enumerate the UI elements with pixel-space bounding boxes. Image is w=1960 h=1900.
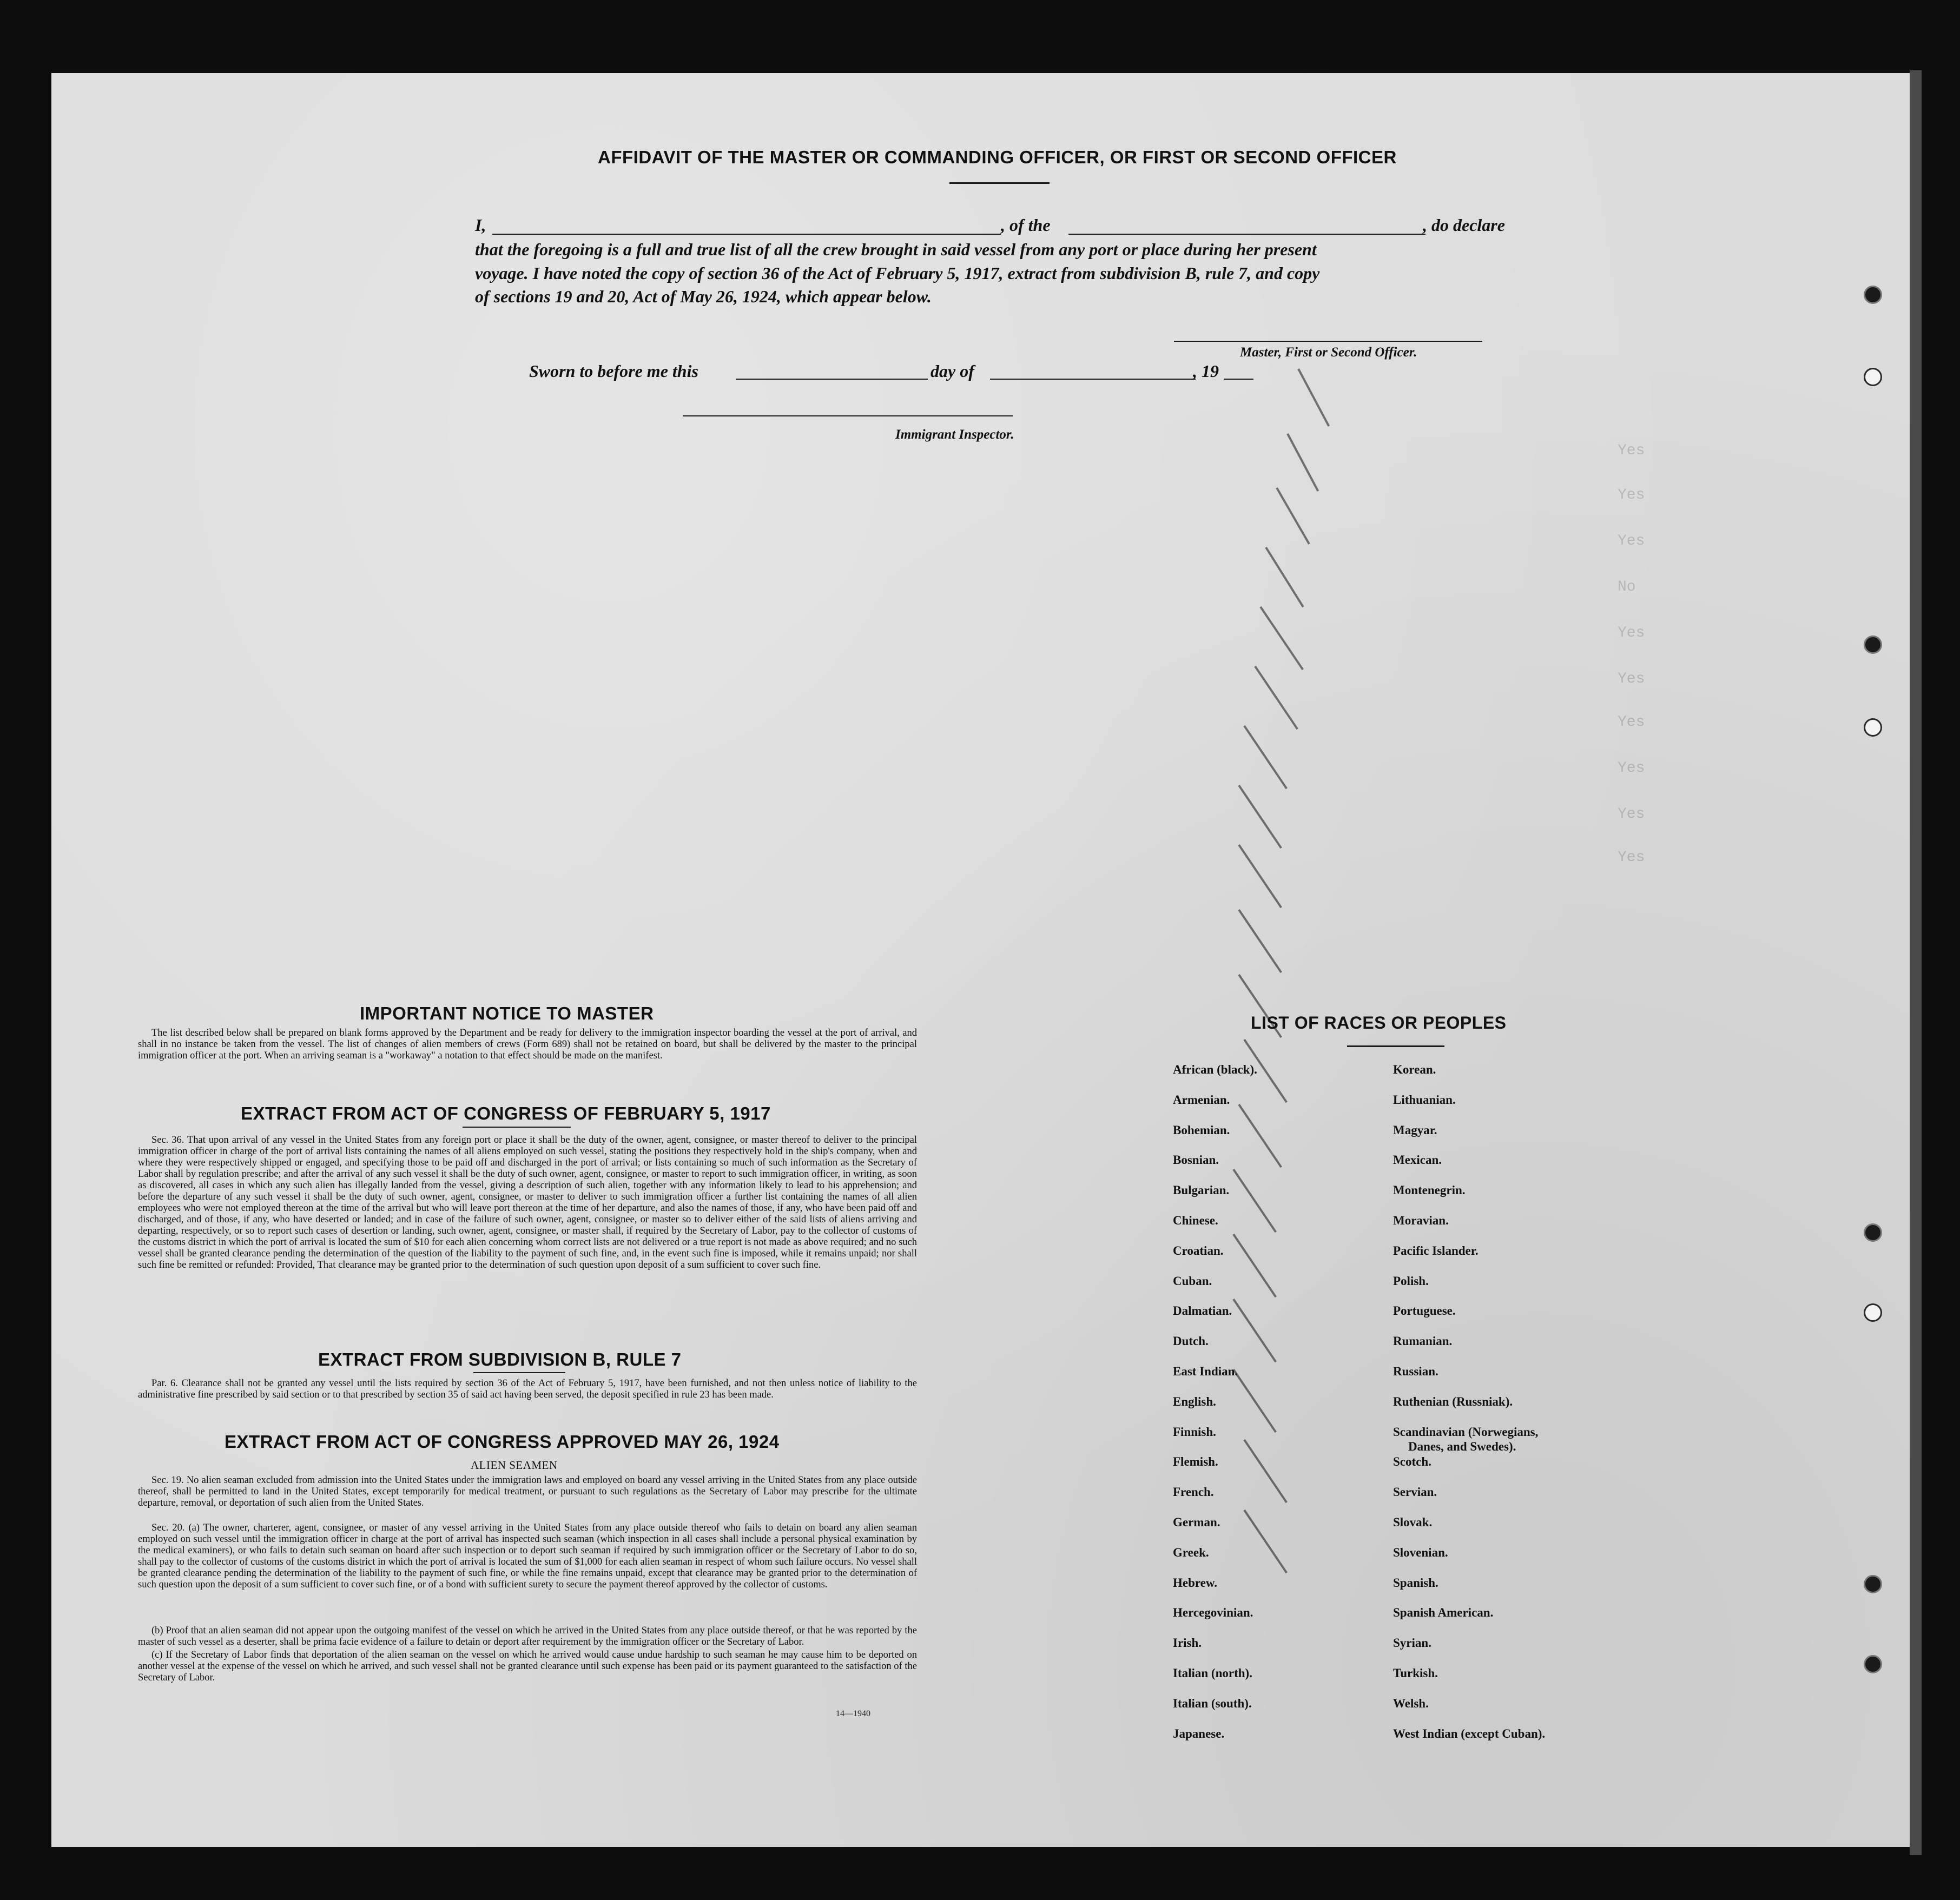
race-item: East Indian. [1173,1364,1238,1378]
race-item: Rumanian. [1393,1334,1453,1348]
master-signature-line [1174,341,1482,342]
binder-hole-icon [1864,635,1882,654]
bleed-through-text: Yes [1618,625,1645,641]
race-item: West Indian (except Cuban). [1393,1726,1546,1740]
binder-hole-icon [1864,368,1882,386]
race-item: Bosnian. [1173,1153,1219,1167]
binder-hole-icon [1864,1575,1882,1593]
bleed-through-text: No [1618,579,1636,595]
bleed-through-text: Yes [1618,849,1645,866]
race-item: Pacific Islander. [1393,1243,1479,1257]
extract-1917-underline [463,1127,571,1128]
affidavit-declare: , do declare [1423,215,1505,235]
race-item: Finnish. [1173,1425,1216,1439]
race-item: Spanish. [1393,1575,1438,1590]
bleed-through-text: Yes [1618,714,1645,731]
race-item: Scandinavian (Norwegians, [1393,1425,1539,1439]
inspector-label: Immigrant Inspector. [895,427,1014,442]
race-item: African (black). [1173,1063,1257,1076]
sec20c-text: (c) If the Secretary of Labor finds that deportation of the alien seaman on the vessel on which he arrived would cause undue hardship to such seaman he may cause him to be deported on another vessel at the expense of the vessel on which he arrived, and such vessel shall not be granted clearance until such expense has been paid or its payment guaranteed to the satisfaction of the Secretary of Labor. [138,1650,917,1683]
sec20b-text: (b) Proof that an alien seaman did not appear upon the outgoing manifest of the vessel on which he arrived in the United States from any place outside thereof, or that he was reported by the master of such vessel as a deserter, shall be prima facie evidence of a failure to detain or deport after requirement by the immigration officer or the Secretary of Labor. [138,1625,917,1647]
race-item: Hercegovinian. [1173,1606,1253,1620]
race-item: Bohemian. [1173,1123,1230,1137]
rule7-underline [473,1372,565,1373]
race-item: Danes, and Swedes). [1408,1439,1516,1453]
bleed-through-text: Yes [1618,487,1645,504]
race-item: English. [1173,1394,1216,1408]
races-right-column [1393,1063,1545,1757]
bleed-through-text: Yes [1618,442,1645,459]
page-edge [1910,70,1922,1855]
race-item: Croatian. [1173,1243,1224,1257]
sworn-year: , 19 [1193,361,1219,381]
race-item: Scotch. [1393,1455,1431,1469]
sworn-year-blank [1224,379,1253,380]
race-item: Hebrew. [1173,1575,1217,1590]
races-underline [1347,1045,1444,1047]
race-item: Dalmatian. [1173,1304,1232,1318]
binder-hole-icon [1864,1655,1882,1673]
race-item: Armenian. [1173,1093,1230,1107]
affidavit-line-2: that the foregoing is a full and true list of all the crew brought in said vessel from any port or place during her present [475,240,1317,259]
race-item: Polish. [1393,1274,1429,1288]
race-item: Korean. [1393,1063,1436,1076]
race-item: Russian. [1393,1364,1438,1378]
extract-1924-heading: EXTRACT FROM ACT OF CONGRESS APPROVED MAY 26, 1924 [225,1432,780,1452]
race-item: Dutch. [1173,1334,1209,1348]
notice-text: The list described below shall be prepared on blank forms approved by the Department and be ready for delivery to the immigration inspector boarding the vessel at the port of arrival, and shall in no instance be taken from the vessel. The list of changes of alien members of crews (Form 689) shall not be retained on board, but shall be delivered by the master to the principal immigration officer at the port. When an arriving seaman is a "workaway" a notation to that effect should be made on the manifest. [138,1028,917,1061]
race-item: Irish. [1173,1636,1202,1650]
race-item: Ruthenian (Russniak). [1393,1394,1513,1408]
extract-1917-text: Sec. 36. That upon arrival of any vessel in the United States from any foreign port or place it shall be the duty of the owner, agent, consignee, or master thereof to deliver to the principal immigration officer in charge of the port of arrival lists containing the names of all aliens employed on such vessel, stating the positions they respectively hold in the ship's company, when and where they were respectively shipped or engaged, and specifying those to be paid off and discharged in the port of arrival; or lists containing so much of such information as the Secretary of Labor shall by regulation prescribe; and after the arrival of any such vessel it shall be the duty of such owner, agent, consignee, or master to report to such immigration officer, in writing, as soon as discovered, all cases in which any such alien has illegally landed from the vessel, giving a description of such alien, together with any information likely to lead to his apprehension; and before the departure of any such vessel it shall be the duty of such owner, agent, consignee, or master to deliver to such immigration officer a further list containing the names of all alien employees who were not employed thereon at the time of the arrival but who will leave port thereon at the time of her departure, and also the names of those, if any, who have been paid off and discharged, and of those, if any, who have deserted or landed; and in case of the failure of such owner, agent, consignee, or master so to deliver either of the said lists of aliens arriving and departing, respectively, or so to report such cases of desertion or landing, such owner, agent, consignee, or master shall, if required by the Secretary of Labor, pay to the collector of customs of the customs district in which the port of arrival is located the sum of $10 for each alien concerning whom correct lists are not delivered or a true report is not made as above required; and no such vessel shall be granted clearance pending the determination of the question of the liability to the payment of such fine, and, in the event such fine is imposed, while it remains unpaid; nor shall such fine be remitted or refunded: Provided, That clearance may be granted prior to the determination of such question upon deposit of a sum sufficient to cover such fine. [138,1135,917,1270]
race-item: Japanese. [1173,1726,1225,1740]
race-item: French. [1173,1485,1214,1499]
races-heading: LIST OF RACES OR PEOPLES [1251,1013,1507,1032]
race-item: Syrian. [1393,1636,1431,1650]
inspector-signature-line [683,415,1013,416]
affidavit-of-the: , of the [1001,215,1051,235]
notice-heading: IMPORTANT NOTICE TO MASTER [360,1003,654,1023]
race-item: Cuban. [1173,1274,1212,1288]
sec19-text: Sec. 19. No alien seaman excluded from admission into the United States under the immigration laws and employed on board any vessel arriving in the United States from any place outside thereof, shall be permitted to land in the United States, except temporarily for medical treatment, or pursuant to such regulations as the Secretary of Labor may prescribe for the ultimate departure, removal, or deportation of such alien from the United States. [138,1475,917,1508]
affidavit-i: I, [475,215,486,235]
affidavit-title: AFFIDAVIT OF THE MASTER OR COMMANDING OFFICER, OR FIRST OR SECOND OFFICER [598,147,1397,167]
extract-1917-heading: EXTRACT FROM ACT OF CONGRESS OF FEBRUARY 5, 1917 [241,1103,771,1123]
rule7-text: Par. 6. Clearance shall not be granted any vessel until the lists required by section 36 of the Act of February 5, 1917, have been furnished, and not then unless notice of liability to the administrative fine prescribed by said section or to that prescribed by section 35 of said act having been served, the deposit specified in rule 23 has been made. [138,1378,917,1400]
race-item: Greek. [1173,1545,1209,1559]
race-item: Montenegrin. [1393,1183,1466,1197]
race-item: Welsh. [1393,1696,1429,1710]
sworn-day-of: day of [930,361,974,381]
binder-hole-icon [1864,1303,1882,1322]
races-left-column [1173,1063,1257,1757]
race-item: Mexican. [1393,1153,1442,1167]
race-item: Magyar. [1393,1123,1437,1137]
race-item: German. [1173,1515,1220,1529]
race-item: Servian. [1393,1485,1437,1499]
master-label: Master, First or Second Officer. [1240,345,1417,360]
binder-hole-icon [1864,718,1882,737]
title-underline [949,182,1050,184]
race-item: Lithuanian. [1393,1093,1456,1107]
bleed-through-text: Yes [1618,671,1645,687]
race-item: Italian (south). [1173,1696,1252,1710]
race-item: Flemish. [1173,1455,1218,1469]
bleed-through-text: Yes [1618,806,1645,823]
sworn-text: Sworn to before me this [529,361,698,381]
race-item: Turkish. [1393,1666,1438,1680]
alien-seamen-subheading: ALIEN SEAMEN [471,1459,558,1472]
race-item: Bulgarian. [1173,1183,1230,1197]
affidavit-line-4: of sections 19 and 20, Act of May 26, 1924, which appear below. [475,287,932,306]
race-item: Moravian. [1393,1213,1449,1227]
bleed-through-text: Yes [1618,760,1645,777]
sworn-month-blank [990,379,1196,380]
race-item: Slovenian. [1393,1545,1448,1559]
sworn-day-blank [736,379,928,380]
form-number: 14—1940 [836,1709,870,1718]
race-item: Spanish American. [1393,1606,1494,1620]
binder-hole-icon [1864,286,1882,304]
race-item: Slovak. [1393,1515,1433,1529]
binder-hole-icon [1864,1223,1882,1242]
race-item: Chinese. [1173,1213,1218,1227]
race-item: Portuguese. [1393,1304,1456,1318]
race-item: Italian (north). [1173,1666,1252,1680]
name-blank [492,234,1001,235]
sec20a-text: Sec. 20. (a) The owner, charterer, agent, consignee, or master of any vessel arriving in the United States from any place outside thereof who fails to detain on board any alien seaman employed on such vessel until the immigration officer in charge at the port of arrival has inspected such seaman (which inspection in all cases shall include a personal physical examination by the medical examiners), or who fails to detain such seaman on board after such inspection or to deport such seaman if required by such immigration officer or the Secretary of Labor to do so, shall pay to the collector of customs of the customs district in which the port of arrival is located the sum of $1,000 for each alien seaman in respect of whom such failure occurs. No vessel shall be granted clearance pending the determination of the liability to the payment of such fine, or while the fine remains unpaid, except that clearance may be granted prior to the determination of such question upon the deposit of a sum sufficient to cover such fine, or of a bond with sufficient surety to secure the payment thereof approved by the collector of customs. [138,1522,917,1590]
bleed-through-text: Yes [1618,533,1645,550]
vessel-blank [1068,234,1426,235]
rule7-heading: EXTRACT FROM SUBDIVISION B, RULE 7 [318,1349,682,1369]
affidavit-line-3: voyage. I have noted the copy of section 36 of the Act of February 5, 1917, extract from subdivision B, rule 7, and copy [475,263,1320,283]
